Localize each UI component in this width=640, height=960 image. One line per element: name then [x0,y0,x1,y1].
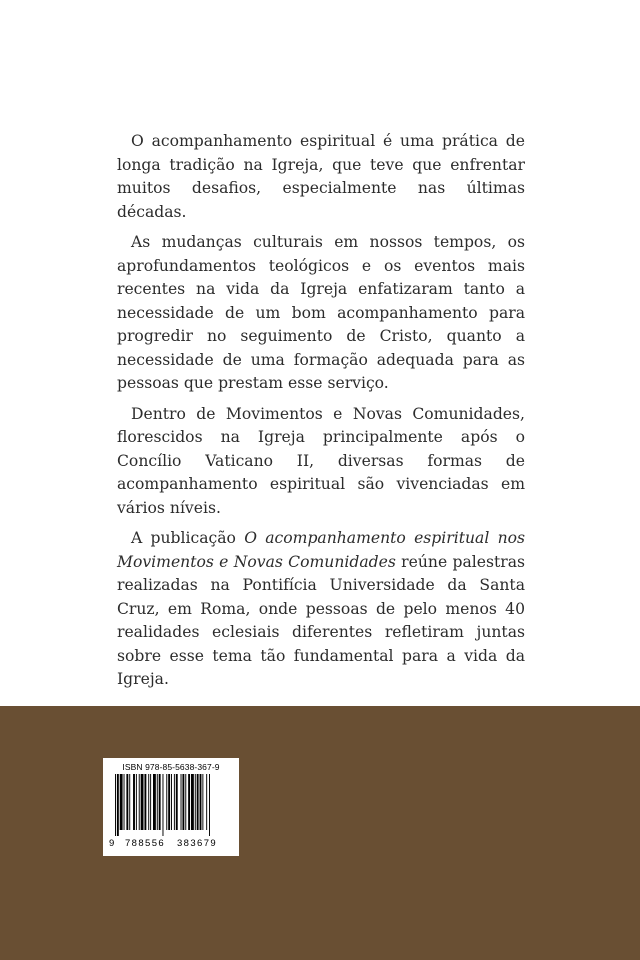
barcode-bar [209,774,210,836]
barcode-bar [117,774,119,836]
barcode-bar [188,774,190,830]
bottom-color-band [0,706,640,960]
barcode-bar [126,774,128,830]
barcode-bar [166,774,167,830]
paragraph-4 [117,527,525,692]
barcode-bar [176,774,178,830]
barcode-digits-group-1: 788556 [125,838,166,849]
barcode-bar [120,774,123,830]
barcode-bar [141,774,144,830]
barcode-bar [168,774,170,830]
barcode-bar [129,774,130,830]
barcode-bar [163,774,164,836]
barcode-bar [139,774,140,830]
paragraph-1-text: O acompanhamento espiritual é uma prática de longa tradição na Igreja, que teve que enfrentar muitos desafios, especialmente nas últimas décadas. [117,132,525,221]
paragraph-4-text-end: reúne palestras realizadas na Pontifícia Universidade da Santa Cruz, em Roma, onde pessoas de pelo menos 40 realidades eclesiais diferentes refletiram juntas sobre esse tema tão fundamental para a vida da Igreja. [117,552,525,688]
barcode-bar [197,774,199,830]
barcode-bar [159,774,161,830]
book-title-italic: O acompanhamento espiritual nos Movimentos e Novas Comunidades [117,529,525,571]
barcode-bar [153,774,156,830]
barcode-bar [202,774,203,830]
barcode-bar [136,774,137,830]
barcode-bar [115,774,116,836]
paragraph-4-text-start: A publicação [131,529,245,547]
barcode-bar [157,774,158,830]
barcode-bar [206,774,207,830]
barcode-bar [150,774,151,830]
barcode-bar [182,774,184,830]
barcode-digits-group-2: 383679 [177,838,218,849]
barcode-bar [181,774,182,830]
barcode-bar [191,774,194,830]
paragraph-2-text: As mudanças culturais em nossos tempos, os aprofundamentos teológicos e os eventos mais recentes na vida da Igreja enfatizaram tanto a necessidade de um bom acompanhamento para progredir no seguimento de Cristo, quanto a necessidade de uma formação adequada para as pessoas que prestam esse serviço. [117,233,525,392]
barcode-bar [144,774,146,830]
barcode-bar [174,774,175,830]
paragraph-1 [117,130,525,224]
paragraph-3 [117,403,525,521]
barcode-bar [200,774,202,830]
barcode-bars [109,774,233,836]
barcode-digit-lead: 9 [109,838,115,849]
isbn-barcode [103,758,239,856]
synopsis [117,130,525,699]
barcode-bar [148,774,149,830]
barcode-bar [133,774,135,830]
paragraph-2 [117,231,525,396]
barcode-bar [185,774,186,830]
barcode-bar [124,774,125,830]
barcode-bar [171,774,172,830]
barcode-bar [195,774,196,830]
paragraph-3-text: Dentro de Movimentos e Novas Comunidades, florescidos na Igreja principalmente após o Concílio Vaticano II, diversas formas de acompanhamento espiritual são vivenciadas em vários níveis. [117,404,525,517]
isbn-label: ISBN 978-85-5638-367-9 [122,762,220,772]
